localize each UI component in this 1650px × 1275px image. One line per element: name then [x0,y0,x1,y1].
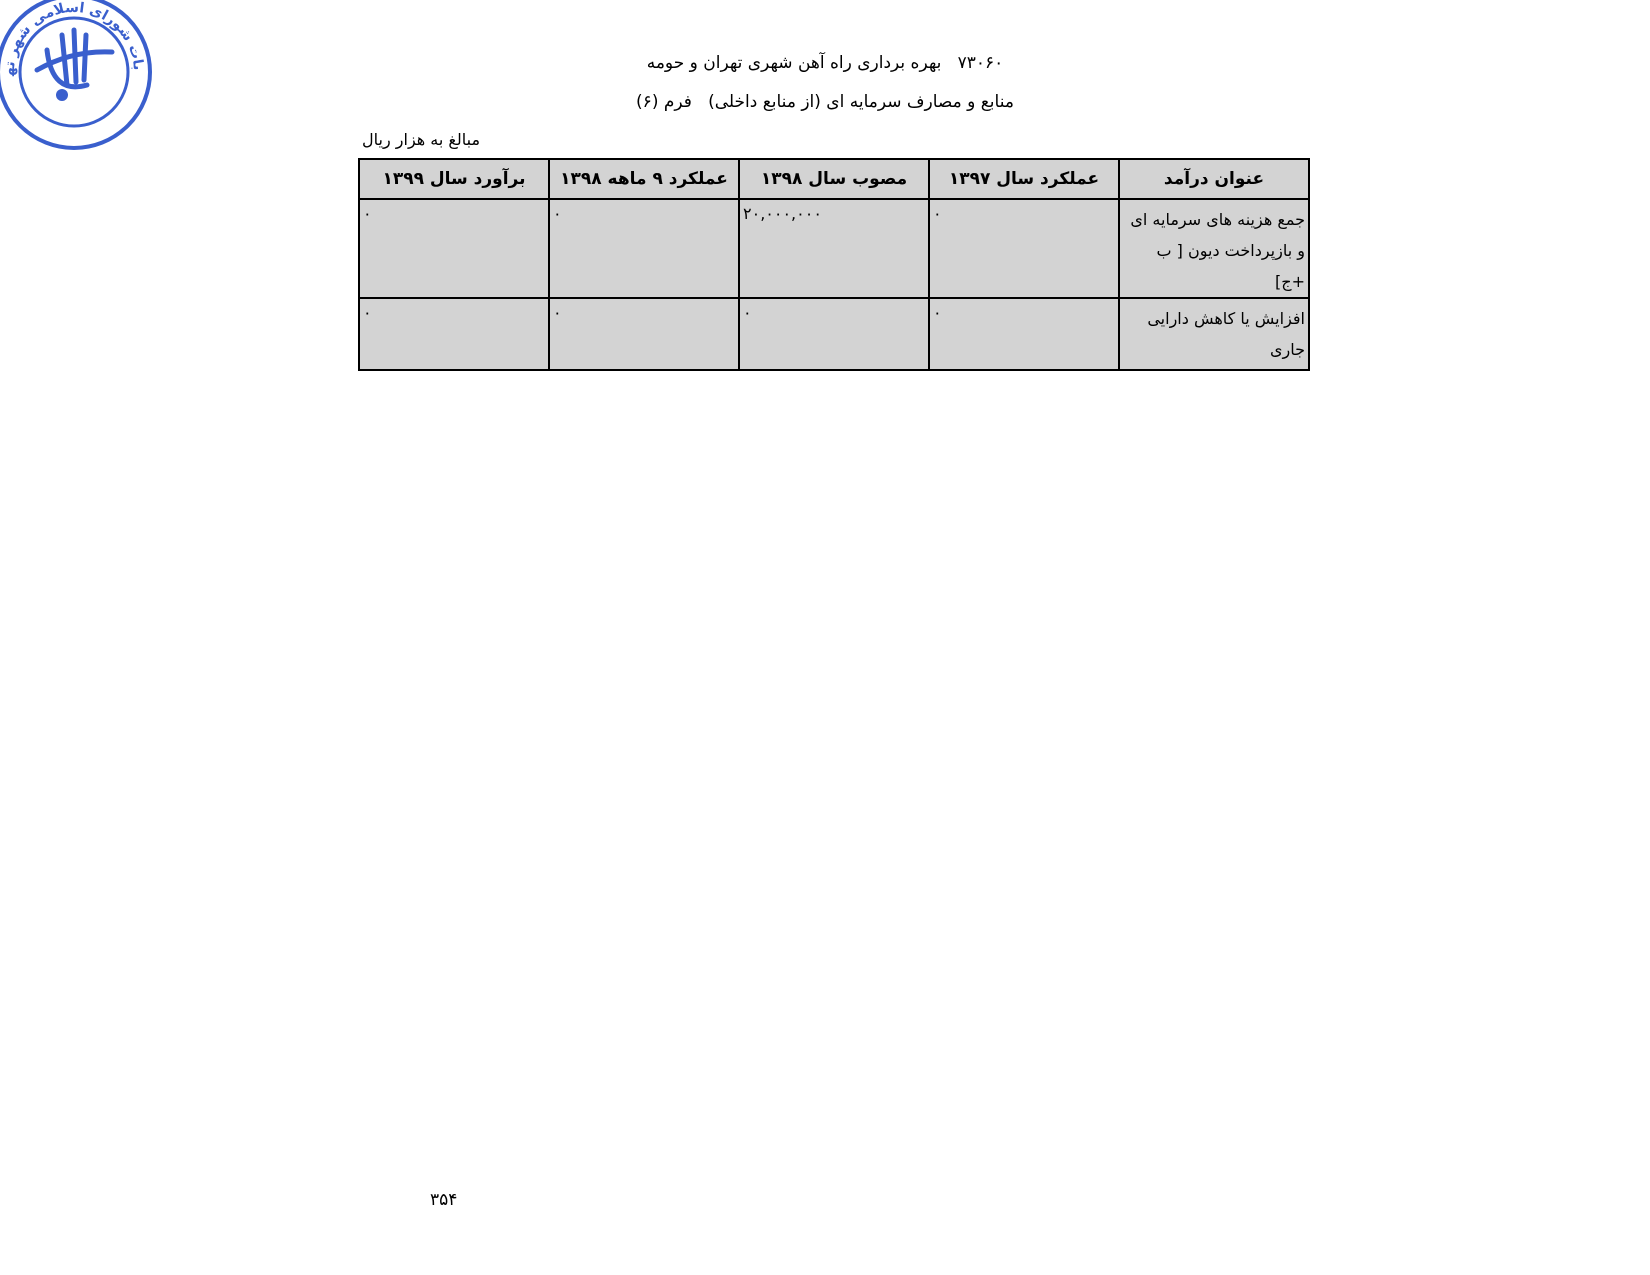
cell-value: ۲۰,۰۰۰,۰۰۰ [739,199,929,298]
header-actual-9month-1398: عملکرد ۹ ماهه ۱۳۹۸ [549,159,739,199]
cell-value: ۰ [929,199,1119,298]
header-approved-1398: مصوب سال ۱۳۹۸ [739,159,929,199]
header-estimate-1399: برآورد سال ۱۳۹۹ [359,159,549,199]
row-title: افزایش یا کاهش دارایی جاری [1119,298,1309,370]
unit-note: مبالغ به هزار ریال [362,130,481,149]
cell-value: ۰ [739,298,929,370]
cell-value: ۰ [359,199,549,298]
row-title: جمع هزینه های سرمایه ای و بازپرداخت دیون [ ب +ج] [1119,199,1309,298]
document-subtitle: منابع و مصارف سرمایه ای (از منابع داخلی) فرم (۶) [636,92,1014,112]
header-actual-1397: عملکرد سال ۱۳۹۷ [929,159,1119,199]
table-row [359,199,1309,298]
svg-text:مصوبات شورای اسلامی شهر تهران: بات شورای اسلامی شهر ته [1,0,147,77]
cell-value: ۰ [929,298,1119,370]
budget-table [358,158,1310,371]
page-number: ۳۵۴ [430,1190,458,1210]
cell-value: ۰ [549,298,739,370]
document-title: ۷۳۰۶۰ بهره برداری راه آهن شهری تهران و حومه [646,53,1004,73]
cell-value: ۰ [549,199,739,298]
table-row [359,298,1309,370]
council-seal-stamp [0,0,157,155]
table-header-row [359,159,1309,199]
cell-value: ۰ [359,298,549,370]
header-revenue-title: عنوان درآمد [1119,159,1309,199]
